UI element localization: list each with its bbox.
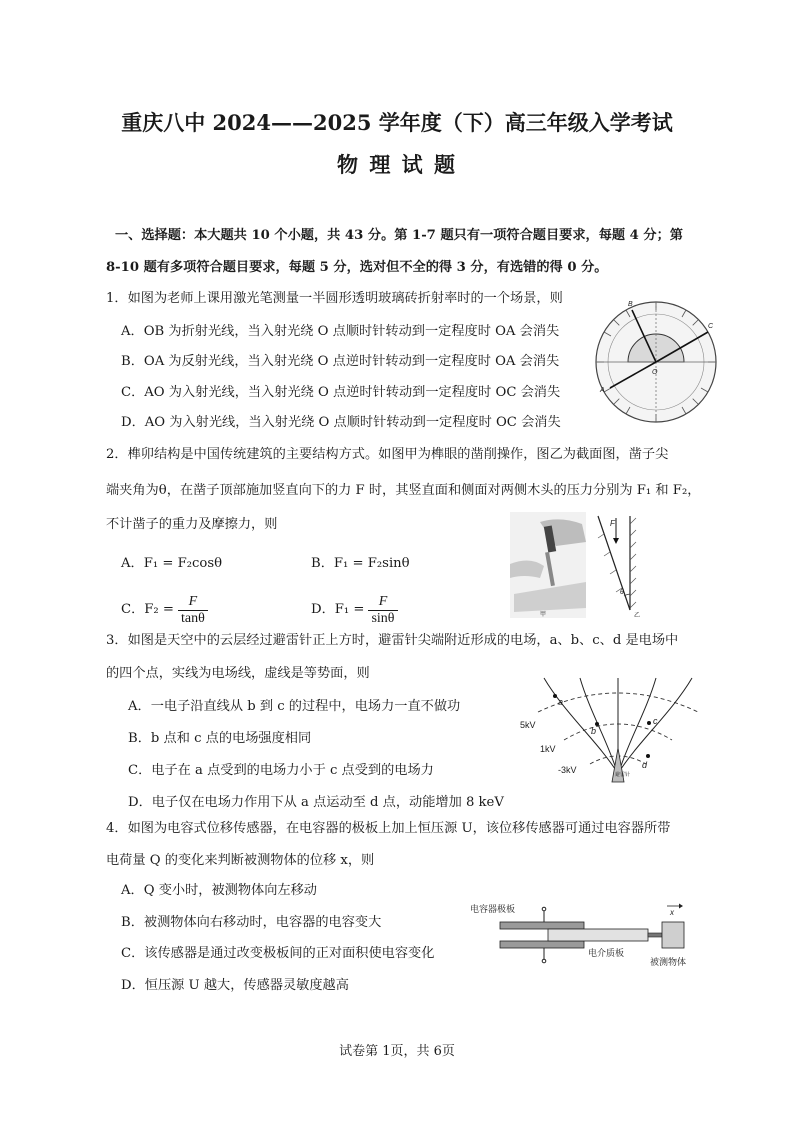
q2-stem-line3: 不计凿子的重力及摩擦力，则 (106, 517, 278, 532)
q2-option-c-numerator: F (178, 594, 208, 611)
q2-stem-line2: 端夹角为θ，在凿子顶部施加竖直向下的力 F 时，其竖直面和侧面对两侧木头的压力分别为 F₁ 和 F₂， (106, 483, 701, 498)
q4-sensor-figure (470, 898, 702, 974)
q3-option-b: B．b 点和 c 点的电场强度相同 (128, 731, 312, 746)
q3-option-d: D．电子仅在电场力作用下从 a 点运动至 d 点，动能增加 8 keV (128, 795, 504, 810)
q3-stem-line2: 的四个点，实线为电场线，虚线是等势面，则 (106, 666, 370, 681)
q4-option-d: D．恒压源 U 越大，传感器灵敏度越高 (121, 978, 349, 993)
q2-photo-jia (510, 512, 586, 618)
section-instructions-line2: 8-10 题有多项符合题目要求，每题 5 分，选对但不全的得 3 分，有选错的得 0 分。 (106, 260, 608, 275)
q4-label-x: x (670, 908, 674, 917)
q1-option-d: D．AO 为入射光线，当入射光绕 O 点顺时针转动到一定程度时 OC 会消失 (121, 415, 561, 430)
q4-stem-line1: 4．如图为电容式位移传感器，在电容器的极板上加上恒压源 U，该位移传感器可通过电容器所带 (106, 821, 671, 836)
q2-label-f: F (610, 519, 615, 528)
q2-option-d-prefix: D．F₁ = (311, 602, 365, 617)
q4-label-plate: 电容器极板 (470, 904, 516, 914)
q2-label-theta: θ (620, 589, 624, 596)
q2-option-c (121, 592, 208, 628)
q2-label-jia: 甲 (540, 612, 547, 618)
q1-option-c: C．AO 为入射光线，当入射光绕 O 点逆时针转动到一定程度时 OC 会消失 (121, 385, 561, 400)
section-instructions-line1: 一、选择题：本大题共 10 个小题，共 43 分。第 1-7 题只有一项符合题目要求，每题 4 分；第 (115, 228, 683, 243)
page-footer: 试卷第 1页，共 6页 (339, 1044, 455, 1059)
q1-protractor-figure (592, 292, 722, 426)
q2-option-d (311, 592, 398, 628)
q2-option-d-denominator: sinθ (371, 610, 395, 626)
q3-point-d: d (642, 760, 648, 770)
q3-field-figure (518, 672, 710, 784)
q4-stem-line2: 电荷量 Q 的变化来判断被测物体的位移 x，则 (106, 853, 375, 868)
exam-subtitle: 物 理 试 题 (337, 152, 457, 177)
exam-title: 重庆八中 2024——2025 学年度（下）高三年级入学考试 (121, 110, 673, 135)
q2-option-d-numerator: F (368, 594, 397, 611)
q1-label-o: O (652, 369, 658, 376)
q1-option-b: B．OA 为反射光线，当入射光绕 O 点逆时针转动到一定程度时 OA 会消失 (121, 354, 560, 369)
q3-point-a: a (558, 697, 564, 707)
q3-option-a: A．一电子沿直线从 b 到 c 的过程中，电场力一直不做功 (128, 699, 461, 714)
q3-point-b: b (591, 726, 597, 736)
q3-option-c: C．电子在 a 点受到的电场力小于 c 点受到的电场力 (128, 763, 434, 778)
q2-label-yi: 乙 (634, 613, 641, 618)
q3-potential-1kv: 1kV (540, 744, 556, 754)
q2-option-c-prefix: C．F₂ = (121, 602, 174, 617)
q1-label-c: C (708, 323, 714, 330)
q4-label-object: 被测物体 (650, 957, 687, 967)
q2-stem-line1: 2．榫卯结构是中国传统建筑的主要结构方式。如图甲为榫眼的凿削操作，图乙为截面图，凿子尖 (106, 447, 669, 462)
q2-option-b: B．F₁ = F₂sinθ (311, 556, 410, 571)
q1-label-a: A (600, 387, 605, 394)
q3-rod-label: 避雷针 (615, 772, 631, 778)
q2-option-c-fraction (178, 594, 208, 627)
q3-potential-5kv: 5kV (520, 720, 536, 730)
q1-stem: 1．如图为老师上课用激光笔测量一半圆形透明玻璃砖折射率时的一个场景，则 (106, 291, 563, 306)
q4-option-c: C．该传感器是通过改变极板间的正对面积使电容变化 (121, 946, 435, 961)
q2-option-d-fraction (368, 594, 397, 627)
q3-stem-line1: 3．如图是天空中的云层经过避雷针正上方时，避雷针尖端附近形成的电场，a、b、c、d 是电场中 (106, 633, 679, 648)
q2-option-c-denominator: tanθ (180, 610, 205, 626)
q1-label-b: B (628, 301, 633, 308)
q4-label-dielectric: 电介质板 (588, 948, 625, 958)
q4-option-b: B．被测物体向右移动时，电容器的电容变大 (121, 915, 382, 930)
q2-section-diagram-yi (594, 514, 660, 618)
q1-option-a: A．OB 为折射光线，当入射光绕 O 点顺时针转动到一定程度时 OA 会消失 (121, 324, 560, 339)
q3-point-c: c (653, 716, 658, 726)
q4-option-a: A．Q 变小时，被测物体向左移动 (121, 883, 317, 898)
q2-option-a: A．F₁ = F₂cosθ (121, 556, 223, 571)
q3-potential-minus-3kv: -3kV (558, 765, 577, 775)
